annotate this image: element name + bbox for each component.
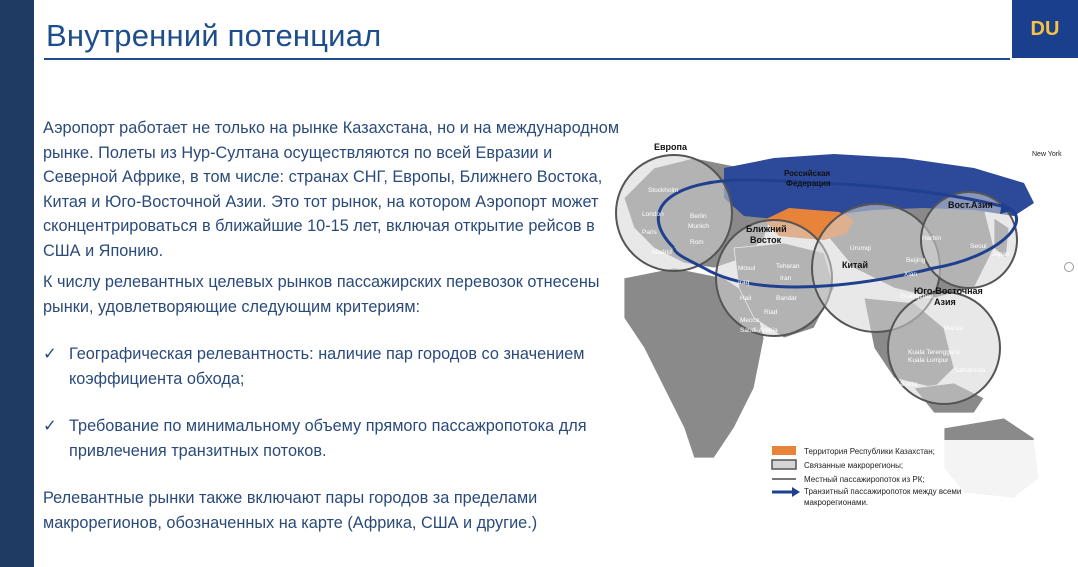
city-urumqi: Urumqi: [850, 245, 871, 252]
city-kuala-t: Kuala Terengganu: [908, 349, 961, 356]
intro-paragraph: Аэропорт работает не только на рынке Казахстана, но и на международном рынке. Полеты из Нур-Султана осуществляются по всей Евразии и Северной Африке, в том числе: странах СНГ, Европы, Ближнего Востока, Китая и Юго-Восточной Азии. Это тот рынок, на котором Аэропорт может сконцентрироваться в ближайшие 10-15 лет, включая открытие рейсов в США и Японию.: [43, 119, 620, 260]
criteria-text: Географическая релевантность: наличие пар городов со значением коэффициента обхода;: [69, 345, 585, 388]
city-bandar: Bandar: [776, 295, 797, 302]
city-berlin: Berlin: [690, 213, 707, 220]
city-riad: Riad: [764, 309, 778, 316]
city-mosul: Mosul: [738, 265, 756, 272]
city-japan: Japan: [992, 251, 1010, 258]
city-hail: Hail: [740, 295, 752, 302]
city-munich: Munich: [688, 223, 709, 230]
city-saudi: Saudi-Arabia: [740, 327, 778, 334]
closing-paragraph: Релевантные рынки также включают пары городов за пределами макрорегионов, обозначенных на карте (Африка, США и другие.): [43, 489, 538, 532]
title-underline: [44, 58, 1010, 60]
europe-circle: [616, 155, 732, 271]
city-teheran: Teheran: [776, 263, 800, 270]
city-samarinda: Samarinda: [954, 367, 986, 374]
city-stockholm: Stockholm: [648, 187, 679, 194]
slide: [34, 0, 1078, 567]
left-sidebar-strip: [0, 0, 34, 567]
city-beijing: Beijing: [906, 257, 926, 264]
resize-handle[interactable]: [1064, 262, 1074, 272]
city-seoul: Seoul: [970, 243, 987, 250]
legend-local: Местный пассажиропоток из РК;: [804, 475, 925, 484]
label-middle-east-2: Восток: [750, 235, 782, 245]
du-logo: DU: [1012, 0, 1078, 58]
city-new-york: New York: [1032, 151, 1062, 158]
check-icon: ✓: [43, 417, 57, 435]
city-london: London: [642, 211, 664, 218]
city-madrid: Madrid: [652, 249, 672, 256]
legend-kz-swatch: [772, 446, 796, 455]
label-middle-east-1: Ближний: [746, 224, 787, 234]
city-jakarta: Jakarta: [896, 381, 918, 388]
city-paris: Paris: [642, 229, 657, 236]
label-sea-1: Юго-Восточная: [914, 286, 983, 296]
label-europe: Европа: [654, 142, 687, 152]
label-sea-2: Азия: [934, 297, 956, 307]
macroregions-map: [614, 128, 1062, 520]
legend-macro-swatch: [772, 460, 796, 469]
legend-transit-2: макрорегионами.: [804, 498, 869, 507]
city-manila: Manila: [944, 325, 964, 332]
map-svg: [614, 128, 1062, 520]
city-iraq: Iraq: [738, 279, 750, 286]
city-xian: Xian: [904, 271, 918, 278]
city-iran: Iran: [780, 275, 792, 282]
city-rom: Rom: [690, 239, 704, 246]
criteria-intro-paragraph: К числу релевантных целевых рынков пассажирских перевозок отнесены рынки, удовлетворяющие следующим критериям:: [43, 273, 600, 316]
criteria-item: [43, 414, 623, 463]
label-russia-2: Федерация: [786, 179, 831, 188]
label-china: Китай: [842, 260, 868, 270]
city-mecca: Mecca: [740, 317, 760, 324]
criteria-item: [43, 342, 623, 391]
label-russia-1: Российская: [784, 169, 831, 178]
legend-transit-1: Транзитный пассажиропоток между всеми: [804, 487, 962, 496]
map-legend: [764, 440, 1054, 514]
slide-title: Внутренний потенциал: [46, 18, 382, 53]
legend-macro: Связанные макрорегионы;: [804, 461, 904, 470]
check-icon: ✓: [43, 345, 57, 363]
legend-kz: Территория Республики Казахстан;: [804, 447, 935, 456]
label-east-asia: Вост.Азия: [948, 200, 993, 210]
criteria-text: Требование по минимальному объему прямого пассажропотока для привлечения транзитных потоков.: [69, 417, 587, 460]
city-harbin: Harbin: [922, 235, 942, 242]
city-guangzhou: Guangzhou: [900, 293, 934, 300]
city-kuala-l: Kuala Lumpur: [908, 357, 949, 364]
